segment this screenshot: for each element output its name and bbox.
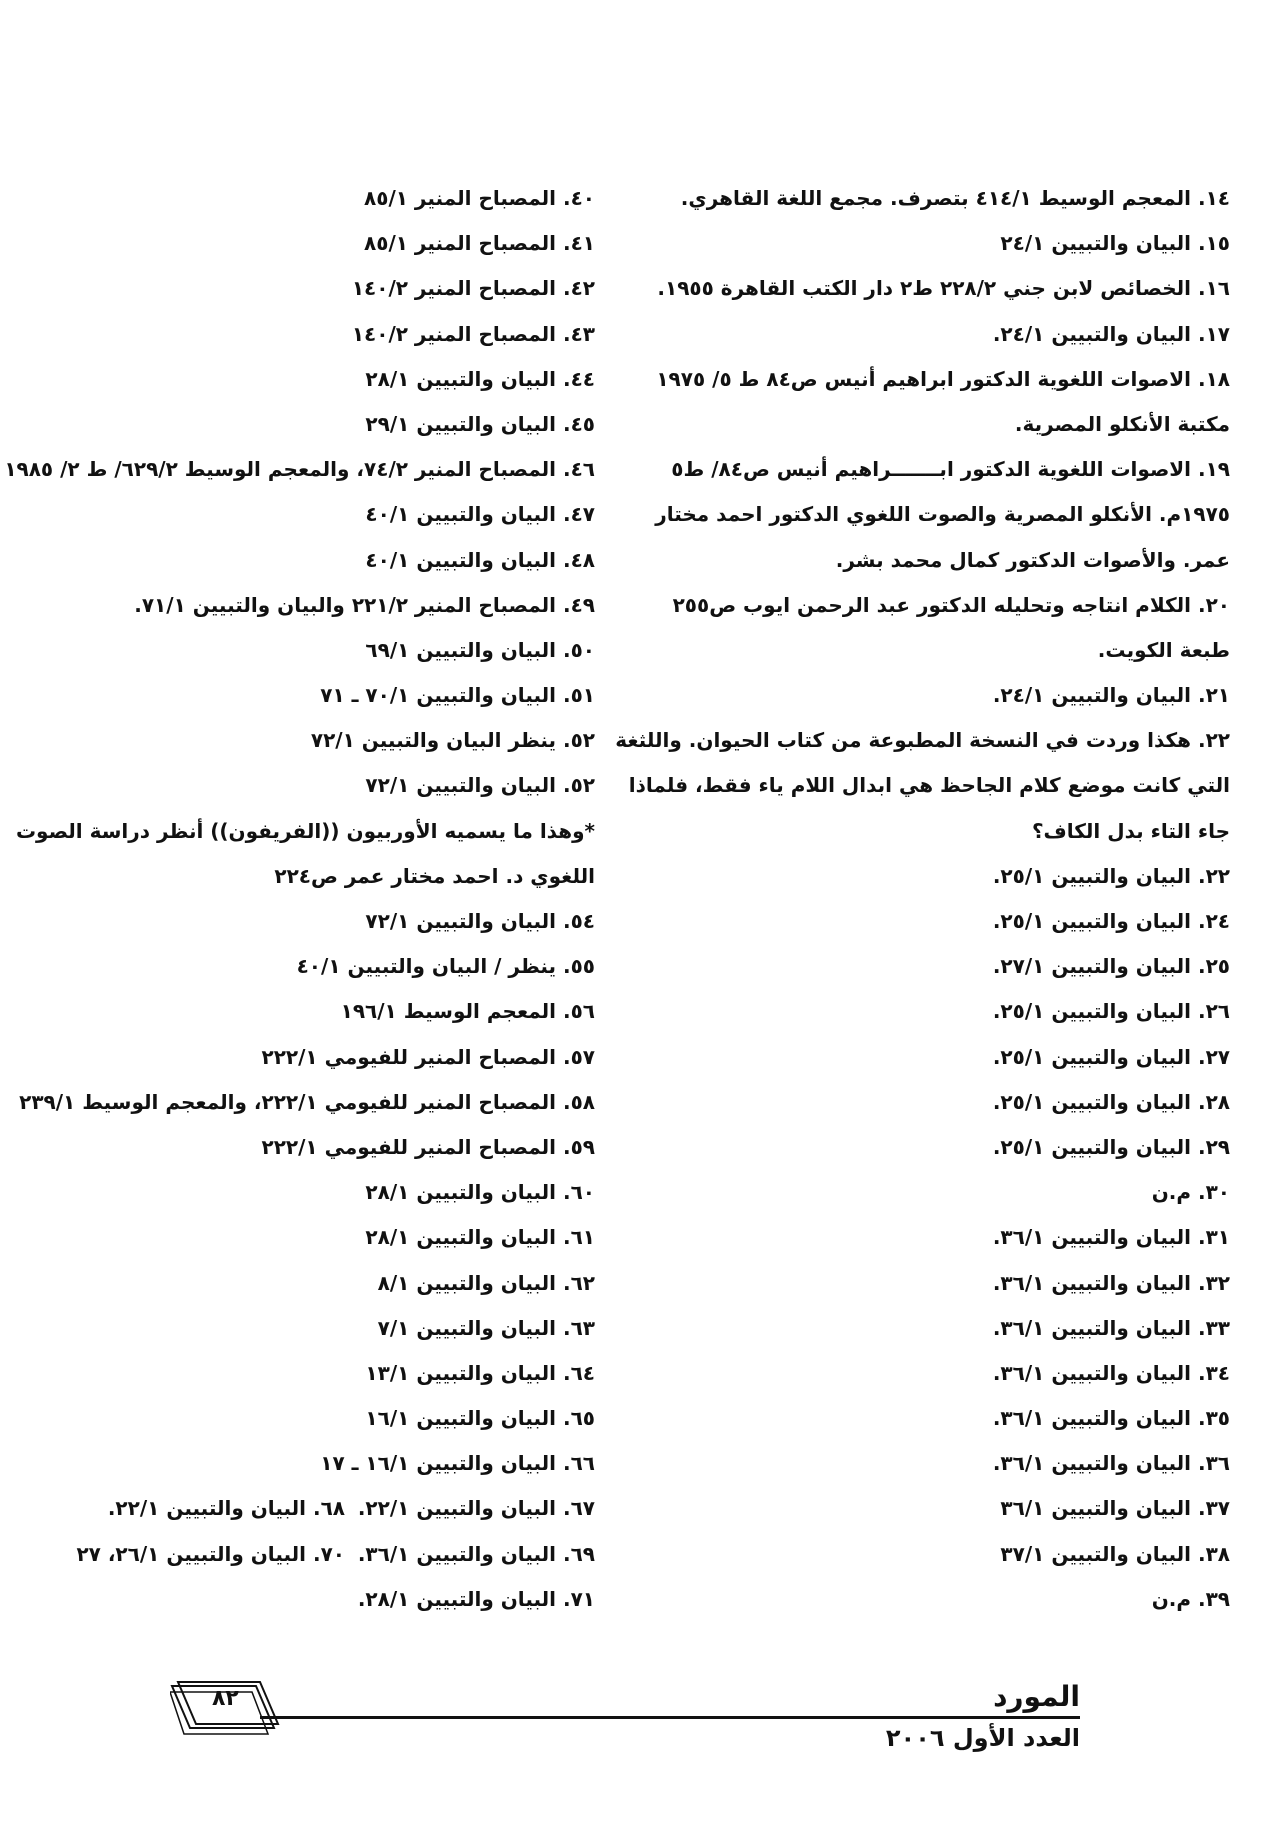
note-line: ٤٤. البيان والتبيين ٢٨/١ (365, 366, 595, 391)
note-line: ١٥. البيان والتبيين ٢٤/١ (1000, 231, 1230, 256)
note-line: ٥١. البيان والتبيين ٧٠/١ ـ ٧١ (320, 683, 595, 708)
note-item: ٧٠. البيان والتبيين ٢٦/١، ٢٧ (76, 1541, 345, 1566)
note-item: ٦٧. البيان والتبيين ٢٢/١. (357, 1496, 595, 1521)
note-line: ٣٨. البيان والتبيين ٣٧/١ (1000, 1541, 1230, 1566)
note-line: ١٩. الاصوات اللغوية الدكتور ابـــــــراهيم أنيس ص٨٤/ ط٥ (671, 457, 1230, 482)
note-line: ٢٢. البيان والتبيين ٢٥/١. (992, 863, 1230, 888)
page-footer (150, 1680, 1080, 1800)
note-line: ٦٠. البيان والتبيين ٢٨/١ (365, 1180, 595, 1205)
note-line: ١٤. المعجم الوسيط ٤١٤/١ بتصرف. مجمع اللغة القاهري. (680, 186, 1230, 210)
note-line: ٦٦. البيان والتبيين ١٦/١ ـ ١٧ (320, 1451, 595, 1476)
note-line: ٥٧. المصباح المنير للفيومي ٢٢٢/١ (261, 1044, 595, 1069)
note-line: ٢٤. البيان والتبيين ٢٥/١. (992, 909, 1230, 933)
note-line: ٦٥. البيان والتبيين ١٦/١ (365, 1406, 595, 1431)
note-line: ٣٠. م.ن (1151, 1180, 1230, 1205)
note-line: اللغوي د. احمد مختار عمر ص٢٢٤ (274, 863, 595, 888)
note-line: ١٧. البيان والتبيين ٢٤/١. (992, 321, 1230, 346)
note-line: ١٩٧٥م. الأنكلو المصرية والصوت اللغوي الدكتور احمد مختار (655, 502, 1230, 527)
note-line: ٦٤. البيان والتبيين ١٣/١ (365, 1360, 595, 1385)
note-item: ٦٩. البيان والتبيين ٣٦/١. (357, 1541, 595, 1566)
note-line: ٣٢. البيان والتبيين ٣٦/١. (992, 1270, 1230, 1295)
note-line: ٣٦. البيان والتبيين ٣٦/١. (992, 1451, 1230, 1476)
note-line: ٥٩. المصباح المنير للفيومي ٢٢٢/١ (261, 1134, 595, 1159)
footer-rule (260, 1716, 1080, 1719)
note-line: ٢٧. البيان والتبيين ٢٥/١. (992, 1044, 1230, 1069)
journal-name: المورد (993, 1680, 1080, 1713)
note-line: ٣٣. البيان والتبيين ٣٦/١. (992, 1315, 1230, 1340)
note-line: التي كانت موضع كلام الجاحظ هي ابدال اللام ياء فقط، فلماذا (628, 773, 1230, 798)
note-line: ٣٤. البيان والتبيين ٣٦/١. (992, 1360, 1230, 1385)
page-number-box (170, 1680, 270, 1730)
note-line: ٤٨. البيان والتبيين ٤٠/١ (365, 547, 595, 572)
note-line: ٣١. البيان والتبيين ٣٦/١. (992, 1225, 1230, 1250)
note-line: ٦١. البيان والتبيين ٢٨/١ (365, 1225, 595, 1250)
note-line-pair (55, 1532, 595, 1577)
note-line: ٤٣. المصباح المنير ١٤٠/٢ (351, 321, 595, 346)
note-line: ١٦. الخصائص لابن جني ٢٢٨/٢ ط٢ دار الكتب القاهرة ١٩٥٥. (657, 276, 1230, 301)
note-line: ٢٠. الكلام انتاجه وتحليله الدكتور عبد الرحمن ايوب ص٢٥٥ (672, 592, 1230, 617)
note-line: ٣٧. البيان والتبيين ٣٦/١ (1000, 1496, 1230, 1521)
note-line: ٣٥. البيان والتبيين ٣٦/١. (992, 1406, 1230, 1431)
note-line: ٥٢. ينظر البيان والتبيين ٧٢/١ (310, 728, 595, 753)
note-item: ٦٨. البيان والتبيين ٢٢/١. (107, 1496, 345, 1521)
note-line: ٥٤. البيان والتبيين ٧٢/١ (365, 909, 595, 933)
note-line: ٥٢. البيان والتبيين ٧٢/١ (365, 773, 595, 798)
note-line: ٦٢. البيان والتبيين ٨/١ (377, 1270, 595, 1295)
note-line: ٢٦. البيان والتبيين ٢٥/١. (992, 999, 1230, 1024)
note-line: ٤٠. المصباح المنير ٨٥/١ (364, 186, 595, 210)
endnotes-right-column (615, 176, 1230, 1622)
note-line: جاء التاء بدل الكاف؟ (1031, 818, 1230, 843)
note-line: ٥٨. المصباح المنير للفيومي ٢٢٢/١، والمعجم الوسيط ٢٣٩/١ (19, 1089, 595, 1114)
note-line: ٤٦. المصباح المنير ٧٤/٢، والمعجم الوسيط ٦٢٩/٢/ ط ٢/ ١٩٨٥ (4, 457, 595, 482)
note-line: ٤٥. البيان والتبيين ٢٩/١ (365, 411, 595, 436)
issue-label: العدد الأول ٢٠٠٦ (885, 1724, 1080, 1752)
note-line-pair (55, 1486, 595, 1531)
note-line: ٥٠. البيان والتبيين ٦٩/١ (365, 637, 595, 662)
note-line: ٣٩. م.ن (1151, 1586, 1230, 1611)
note-line: ٤٧. البيان والتبيين ٤٠/١ (365, 502, 595, 527)
note-line: ٢٥. البيان والتبيين ٢٧/١. (992, 954, 1230, 979)
note-line: ١٨. الاصوات اللغوية الدكتور ابراهيم أنيس ص٨٤ ط ٥/ ١٩٧٥ (656, 366, 1230, 391)
note-line: ٢٢. هكذا وردت في النسخة المطبوعة من كتاب الحيوان. واللثغة (615, 728, 1230, 753)
note-line: ٧١. البيان والتبيين ٢٨/١. (357, 1586, 595, 1611)
note-line: ٢٨. البيان والتبيين ٢٥/١. (992, 1089, 1230, 1114)
note-line: ٤١. المصباح المنير ٨٥/١ (364, 231, 595, 256)
page-number: ٨٢ (212, 1686, 239, 1711)
note-line: ٤٢. المصباح المنير ١٤٠/٢ (351, 276, 595, 301)
endnotes-left-column (4, 176, 595, 1622)
note-line: ٥٥. ينظر / البيان والتبيين ٤٠/١ (296, 954, 595, 979)
note-line: طبعة الكويت. (1097, 637, 1230, 662)
note-line: ٦٣. البيان والتبيين ٧/١ (377, 1315, 595, 1340)
note-line: ٥٦. المعجم الوسيط ١٩٦/١ (340, 999, 595, 1024)
note-line: *وهذا ما يسميه الأوربيون ((الفريفون)) أنظر دراسة الصوت (15, 818, 595, 843)
note-line: عمر. والأصوات الدكتور كمال محمد بشر. (835, 547, 1230, 572)
note-line: ٤٩. المصباح المنير ٢٢١/٢ والبيان والتبيين ٧١/١. (134, 592, 595, 617)
note-line: ٢١. البيان والتبيين ٢٤/١. (992, 683, 1230, 708)
note-line: مكتبة الأنكلو المصرية. (1014, 411, 1230, 436)
note-line: ٢٩. البيان والتبيين ٢٥/١. (992, 1134, 1230, 1159)
